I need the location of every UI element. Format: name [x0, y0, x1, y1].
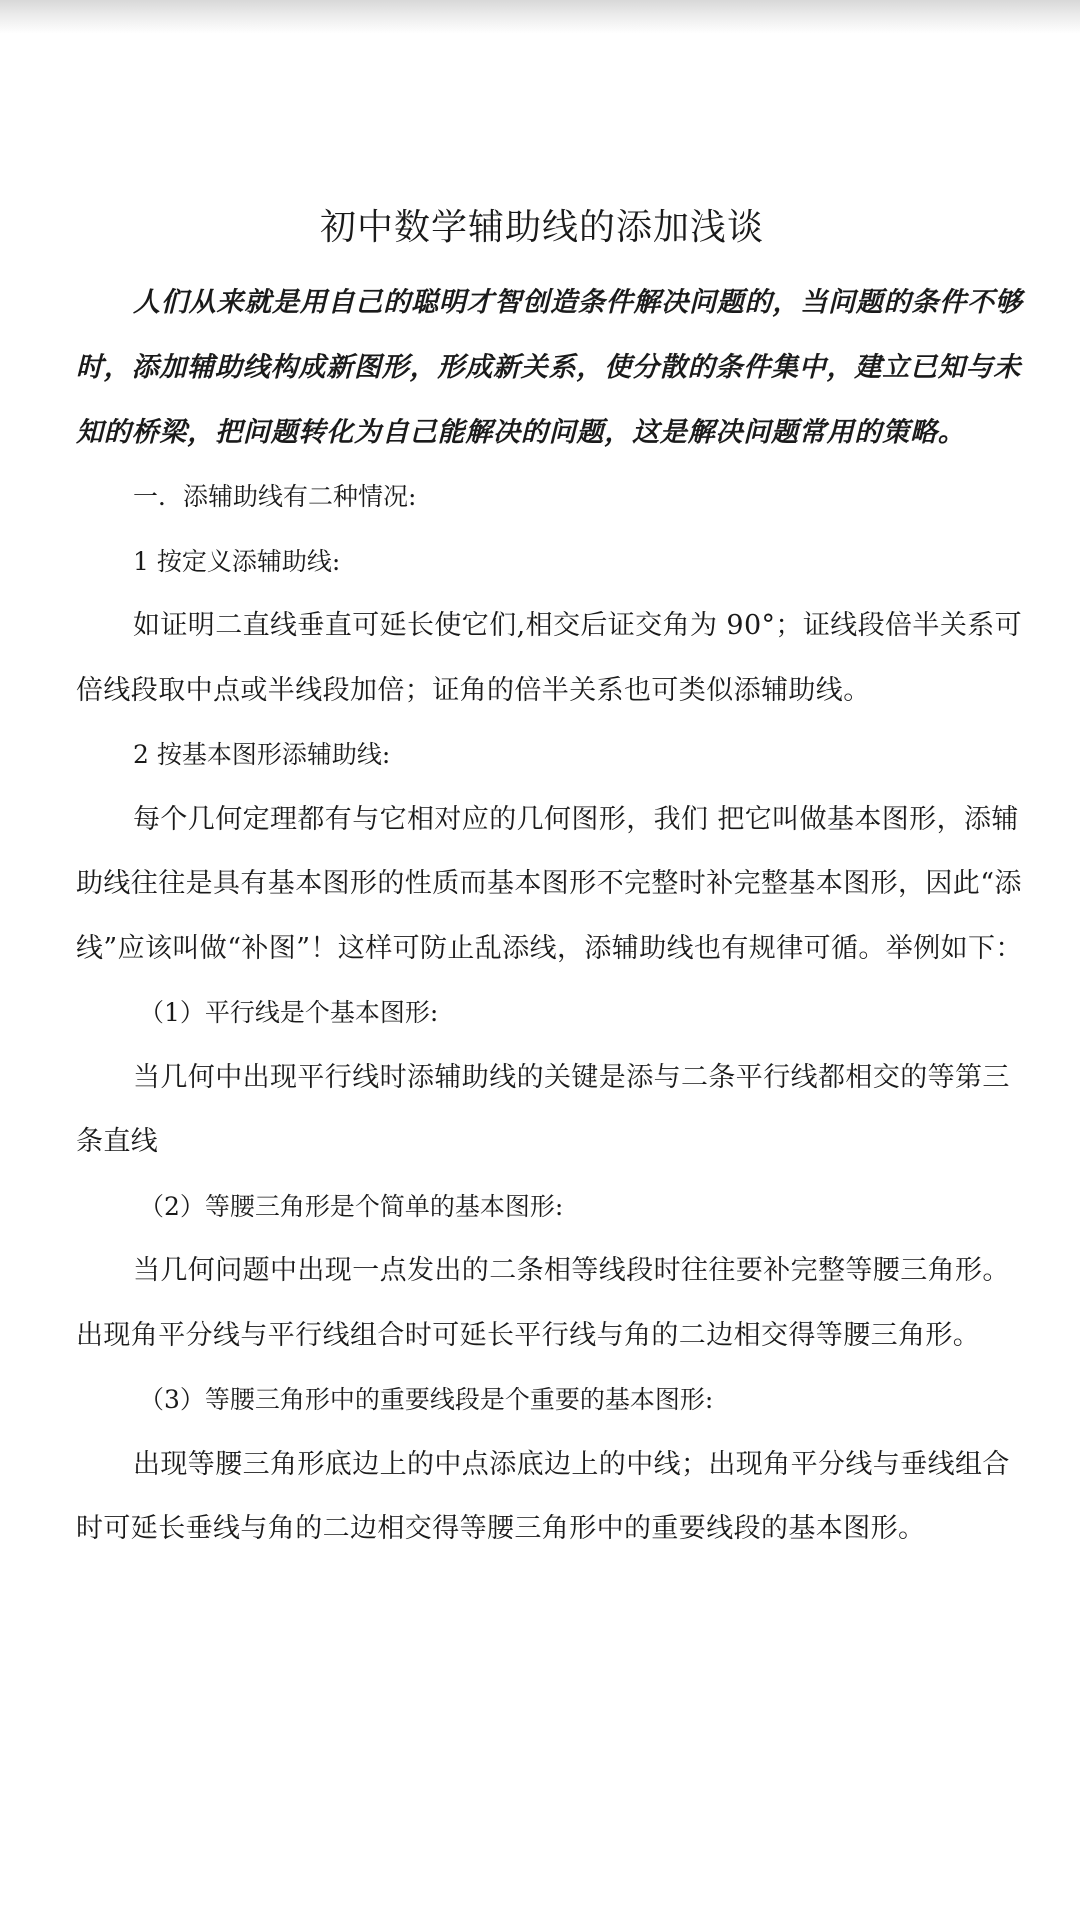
item-1-paragraph: 如证明二直线垂直可延长使它们,相交后证交角为 90°；证线段倍半关系可倍线段取中点或半线段加倍；证角的倍半关系也可类似添辅助线。	[76, 610, 1023, 706]
case-1-heading: （1）平行线是个基本图形:	[139, 998, 439, 1027]
item-2-heading: 2 按基本图形添辅助线:	[133, 740, 391, 769]
top-shadow	[0, 0, 1080, 34]
case-3-heading: （3）等腰三角形中的重要线段是个重要的基本图形:	[139, 1385, 714, 1414]
item-2-paragraph: 每个几何定理都有与它相对应的几何图形，我们 把它叫做基本图形，添辅助线往往是具有基本图形的性质而基本图形不完整时补完整基本图形，因此“添线”应该叫做“补图”！这样可防止乱添线，添辅助线也有规律可循。举例如下：	[76, 803, 1023, 964]
case-2-heading: （2）等腰三角形是个简单的基本图形:	[139, 1191, 564, 1221]
case-3-paragraph: 出现等腰三角形底边上的中点添底边上的中线；出现角平分线与垂线组合时可延长垂线与角的二边相交得等腰三角形中的重要线段的基本图形。	[76, 1448, 1010, 1544]
intro-paragraph: 人们从来就是用自己的聪明才智创造条件解决问题的，当问题的条件不够时，添加辅助线构成新图形，形成新关系，使分散的条件集中，建立已知与未知的桥梁，把问题转化为自己能解决的问题，这是解决问题常用的策略。	[76, 287, 1023, 448]
case-1-paragraph: 当几何中出现平行线时添辅助线的关键是添与二条平行线都相交的等第三条直线	[76, 1061, 1010, 1157]
item-1-heading: 1 按定义添辅助线:	[133, 546, 341, 576]
case-2-paragraph: 当几何问题中出现一点发出的二条相等线段时往往要补完整等腰三角形。出现角平分线与平行线组合时可延长平行线与角的二边相交得等腰三角形。	[76, 1255, 1010, 1351]
section-heading: 一．添辅助线有二种情况:	[133, 482, 417, 511]
document-body	[76, 192, 1028, 1562]
document-title: 初中数学辅助线的添加浅谈	[319, 207, 764, 248]
